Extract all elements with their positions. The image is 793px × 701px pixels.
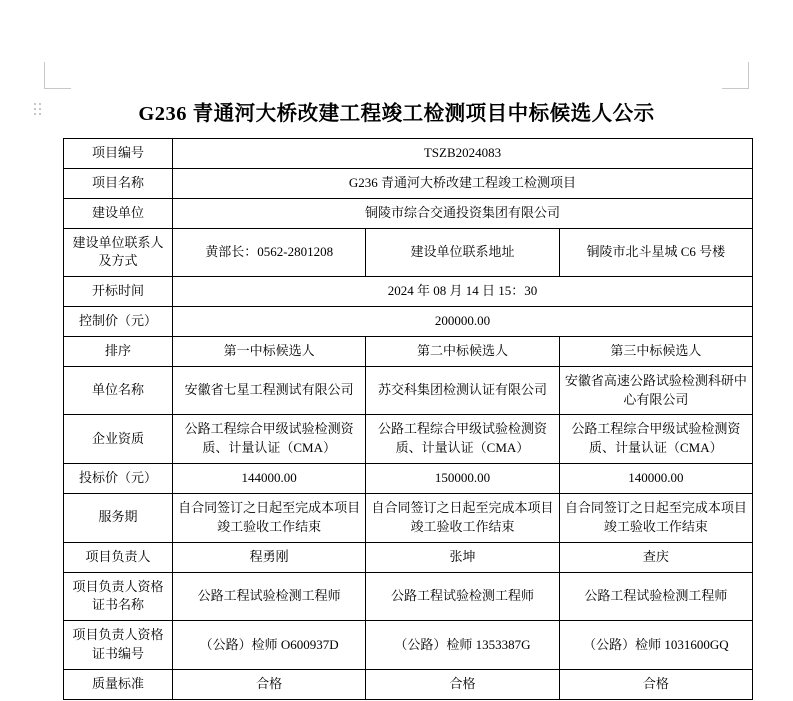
row-label: 项目名称 bbox=[64, 168, 173, 198]
row-value: 苏交科集团检测认证有限公司 bbox=[366, 366, 559, 415]
row-value: 公路工程试验检测工程师 bbox=[559, 572, 752, 621]
table-row bbox=[64, 464, 753, 494]
row-value: 铜陵市综合交通投资集团有限公司 bbox=[173, 198, 753, 228]
row-label: 开标时间 bbox=[64, 277, 173, 307]
row-value: 第一中标候选人 bbox=[173, 336, 366, 366]
table-row bbox=[64, 542, 753, 572]
table-row bbox=[64, 168, 753, 198]
row-value: 140000.00 bbox=[559, 464, 752, 494]
row-value: 144000.00 bbox=[173, 464, 366, 494]
row-value: 150000.00 bbox=[366, 464, 559, 494]
row-value: 查庆 bbox=[559, 542, 752, 572]
row-value: 程勇刚 bbox=[173, 542, 366, 572]
row-label: 项目编号 bbox=[64, 139, 173, 169]
row-label: 单位名称 bbox=[64, 366, 173, 415]
row-label: 项目负责人 bbox=[64, 542, 173, 572]
row-value: （公路）检师 1353387G bbox=[366, 621, 559, 670]
row-value: 黄部长：0562-2801208 bbox=[173, 228, 366, 277]
row-value: 公路工程试验检测工程师 bbox=[173, 572, 366, 621]
row-value: 公路工程试验检测工程师 bbox=[366, 572, 559, 621]
row-value: 公路工程综合甲级试验检测资质、计量认证（CMA） bbox=[559, 415, 752, 464]
row-label: 建设单位联系人及方式 bbox=[64, 228, 173, 277]
row-label: 投标价（元） bbox=[64, 464, 173, 494]
row-value: （公路）检师 O600937D bbox=[173, 621, 366, 670]
row-label: 企业资质 bbox=[64, 415, 173, 464]
crop-mark-top-right bbox=[722, 62, 749, 89]
table-row bbox=[64, 366, 753, 415]
page-title: G236 青通河大桥改建工程竣工检测项目中标候选人公示 bbox=[138, 103, 655, 125]
table-row bbox=[64, 336, 753, 366]
row-value: （公路）检师 1031600GQ bbox=[559, 621, 752, 670]
row-value: 合格 bbox=[559, 669, 752, 699]
row-label: 排序 bbox=[64, 336, 173, 366]
table-row bbox=[64, 198, 753, 228]
row-value: 张坤 bbox=[366, 542, 559, 572]
row-value: G236 青通河大桥改建工程竣工检测项目 bbox=[173, 168, 753, 198]
table-row bbox=[64, 621, 753, 670]
table-row bbox=[64, 493, 753, 542]
row-value: TSZB2024083 bbox=[173, 139, 753, 169]
table-row bbox=[64, 139, 753, 169]
row-value: 公路工程综合甲级试验检测资质、计量认证（CMA） bbox=[366, 415, 559, 464]
row-value: 自合同签订之日起至完成本项目竣工验收工作结束 bbox=[173, 493, 366, 542]
row-value: 第二中标候选人 bbox=[366, 336, 559, 366]
row-value: 2024 年 08 月 14 日 15：30 bbox=[173, 277, 753, 307]
table-row bbox=[64, 277, 753, 307]
table-row bbox=[64, 228, 753, 277]
row-label: 项目负责人资格证书名称 bbox=[64, 572, 173, 621]
row-value: 安徽省高速公路试验检测科研中心有限公司 bbox=[559, 366, 752, 415]
row-label: 项目负责人资格证书编号 bbox=[64, 621, 173, 670]
table-row bbox=[64, 572, 753, 621]
row-value: 合格 bbox=[366, 669, 559, 699]
table-row bbox=[64, 307, 753, 337]
row-label: 服务期 bbox=[64, 493, 173, 542]
row-value: 自合同签订之日起至完成本项目竣工验收工作结束 bbox=[559, 493, 752, 542]
row-value: 公路工程综合甲级试验检测资质、计量认证（CMA） bbox=[173, 415, 366, 464]
row-value: 第三中标候选人 bbox=[559, 336, 752, 366]
row-value: 建设单位联系地址 bbox=[366, 228, 559, 277]
row-value: 合格 bbox=[173, 669, 366, 699]
table-row bbox=[64, 669, 753, 699]
row-label: 控制价（元） bbox=[64, 307, 173, 337]
crop-mark-top-left bbox=[44, 62, 71, 89]
bid-candidates-table bbox=[63, 138, 753, 700]
row-value: 安徽省七星工程测试有限公司 bbox=[173, 366, 366, 415]
row-value: 铜陵市北斗星城 C6 号楼 bbox=[559, 228, 752, 277]
row-label: 质量标准 bbox=[64, 669, 173, 699]
row-label: 建设单位 bbox=[64, 198, 173, 228]
row-value: 自合同签订之日起至完成本项目竣工验收工作结束 bbox=[366, 493, 559, 542]
table-row bbox=[64, 415, 753, 464]
row-value: 200000.00 bbox=[173, 307, 753, 337]
